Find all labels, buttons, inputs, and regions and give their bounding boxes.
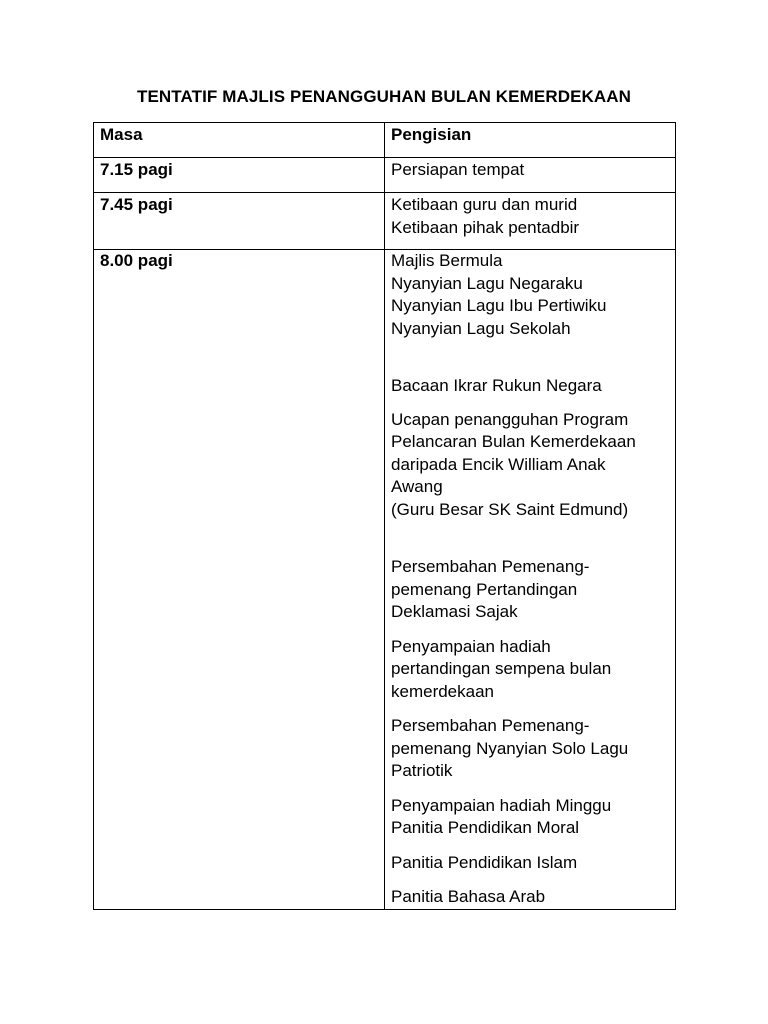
activity-item: Ketibaan guru dan murid [391,195,578,214]
time-label: 7.45 pagi [100,195,173,214]
header-cell-masa [94,123,385,158]
time-label: 7.15 pagi [100,160,173,179]
activity-cell [385,250,676,910]
activity-group-arab [391,886,669,909]
activity-group-ikrar [391,375,669,398]
table-row [94,250,676,910]
header-masa-label: Masa [100,125,143,144]
activity-item: Majlis Bermula [391,251,503,270]
time-cell [94,158,385,193]
time-label: 8.00 pagi [100,251,173,270]
activity-item: Ucapan penangguhan Program [391,409,629,429]
time-cell [94,193,385,250]
activity-group-deklamasi [391,556,669,624]
activity-item: (Guru Besar SK Saint Edmund) [391,499,629,519]
table-row [94,193,676,250]
activity-item: Nyanyian Lagu Sekolah [391,318,571,338]
activity-item: Pelancaran Bulan Kemerdekaan [391,432,636,451]
time-cell [94,250,385,910]
activity-cell [385,193,676,250]
activity-group-hadiah [391,636,669,704]
header-pengisian-label: Pengisian [391,125,472,144]
activity-item: Persembahan Pemenang- [391,716,590,735]
schedule-table [93,122,676,910]
document-title: TENTATIF MAJLIS PENANGGUHAN BULAN KEMERDEKAAN [136,87,632,106]
activity-group-solo [391,715,669,783]
activity-group-opening [391,250,669,340]
activity-item: Awang [391,477,443,496]
activity-item: Nyanyian Lagu Negaraku [391,273,583,293]
activity-item: Penyampaian hadiah [391,636,551,656]
activity-item: Persiapan tempat [391,160,525,179]
activity-item: Panitia Pendidikan Islam [391,852,578,872]
activity-item: Panitia Bahasa Arab [391,887,546,906]
activity-item: Ketibaan pihak pentadbir [391,217,580,237]
activity-item: Nyanyian Lagu Ibu Pertiwiku [391,296,607,315]
activity-item: Panitia Pendidikan Moral [391,818,580,837]
activity-item: Patriotik [391,761,453,780]
activity-group-islam [391,852,669,875]
header-cell-pengisian [385,123,676,158]
activity-item: Persembahan Pemenang- [391,557,590,576]
activity-item: Deklamasi Sajak [391,602,518,621]
activity-item: Penyampaian hadiah Minggu [391,795,612,815]
activity-item: pertandingan sempena bulan [391,659,612,678]
activity-group-ucapan [391,409,669,522]
activity-item: pemenang Nyanyian Solo Lagu [391,738,629,758]
activity-group-minggu [391,795,669,840]
activity-item: kemerdekaan [391,681,495,701]
activity-item: pemenang Pertandingan [391,579,578,599]
table-row [94,158,676,193]
activity-item: daripada Encik William Anak [391,454,606,474]
activity-cell [385,158,676,193]
activity-item: Bacaan Ikrar Rukun Negara [391,376,602,395]
table-header-row [94,123,676,158]
